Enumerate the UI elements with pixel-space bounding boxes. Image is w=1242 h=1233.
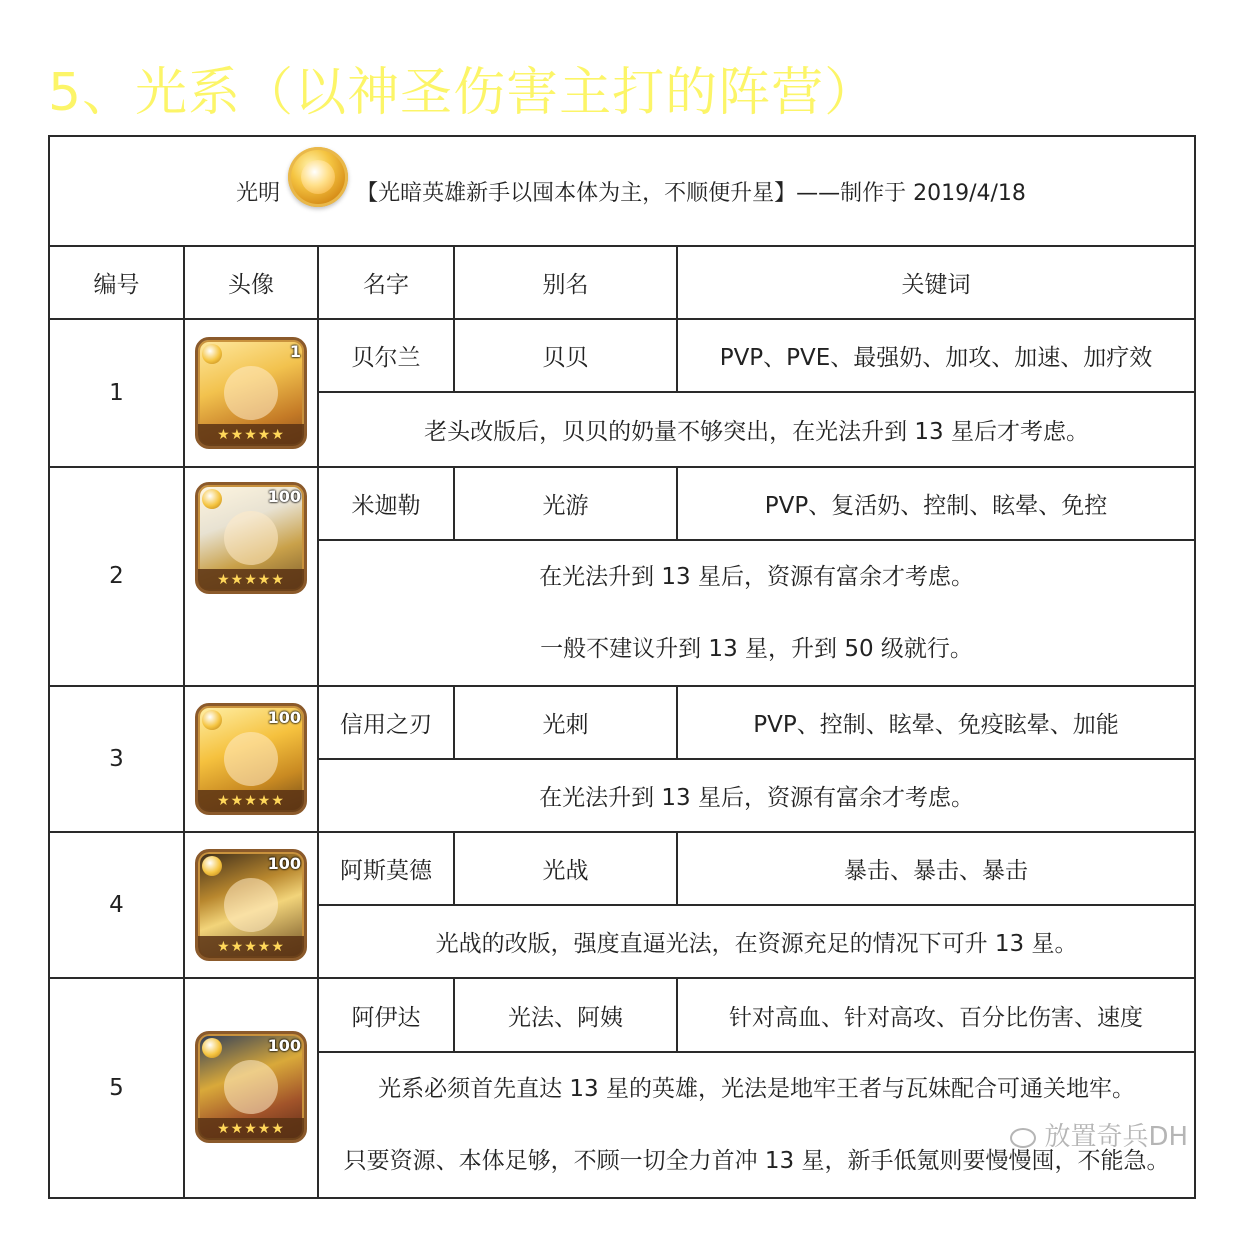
hero-note: 光系必须首先直达 13 星的英雄，光法是地牢王者与瓦妹配合可通关地牢。 [378, 1075, 1135, 1102]
hero-id: 3 [49, 686, 184, 832]
hero-avatar-cell [184, 467, 318, 686]
hero-avatar-cell [184, 686, 318, 832]
col-header-keywords: 关键词 [677, 246, 1195, 319]
hero-level-badge: 100 [267, 1036, 301, 1056]
hero-note: 只要资源、本体足够，不顾一切全力首冲 13 星，新手低氪则要慢慢囤，不能急。 [343, 1147, 1170, 1174]
hero-note: 在光法升到 13 星后，资源有富余才考虑。 [318, 759, 1195, 832]
hero-avatar [195, 1031, 307, 1143]
hero-name: 阿斯莫德 [318, 832, 454, 905]
hero-alias: 光游 [454, 467, 677, 540]
table-banner [49, 136, 1195, 246]
banner-note: 【光暗英雄新手以囤本体为主，不顺便升星】——制作于 2019/4/18 [356, 180, 1026, 206]
hero-level-badge: 1 [289, 341, 301, 361]
hero-alias: 光战 [454, 832, 677, 905]
table-row [49, 832, 1195, 905]
col-header-id: 编号 [49, 246, 184, 319]
hero-avatar-cell [184, 832, 318, 978]
watermark [1010, 1101, 1188, 1173]
hero-alias: 光法、阿姨 [454, 978, 677, 1051]
hero-note: 光战的改版，强度直逼光法，在资源充足的情况下可升 13 星。 [318, 905, 1195, 978]
hero-name: 阿伊达 [318, 978, 454, 1051]
hero-name: 米迦勒 [318, 467, 454, 540]
hero-note-cell [318, 1052, 1195, 1198]
hero-note: 一般不建议升到 13 星，升到 50 级就行。 [540, 635, 973, 662]
hero-table [48, 135, 1196, 1199]
col-header-alias: 别名 [454, 246, 677, 319]
hero-avatar [195, 703, 307, 815]
hero-name: 贝尔兰 [318, 319, 454, 392]
page-heading: 5、光系（以神圣伤害主打的阵营） [48, 63, 878, 123]
hero-alias: 光刺 [454, 686, 677, 759]
star-rating: ★★★★★ [198, 936, 304, 958]
hero-avatar [195, 337, 307, 449]
hero-keywords: 针对高血、针对高攻、百分比伤害、速度 [677, 978, 1195, 1051]
hero-note: 老头改版后，贝贝的奶量不够突出，在光法升到 13 星后才考虑。 [318, 392, 1195, 466]
hero-note-cell [318, 540, 1195, 686]
hero-name: 信用之刃 [318, 686, 454, 759]
faction-label: 光明 [236, 180, 281, 206]
hero-alias: 贝贝 [454, 319, 677, 392]
hero-keywords: PVP、PVE、最强奶、加攻、加速、加疗效 [677, 319, 1195, 392]
hero-avatar-cell [184, 319, 318, 466]
hero-id: 4 [49, 832, 184, 978]
star-rating: ★★★★★ [198, 1118, 304, 1140]
star-rating: ★★★★★ [198, 424, 304, 446]
watermark-text: 放置奇兵DH [1044, 1122, 1189, 1152]
table-row [49, 686, 1195, 759]
hero-level-badge: 100 [267, 486, 301, 506]
table-row [49, 467, 1195, 540]
col-header-avatar: 头像 [184, 246, 318, 319]
hero-note: 在光法升到 13 星后，资源有富余才考虑。 [539, 563, 974, 590]
hero-avatar [195, 482, 307, 594]
hero-id: 5 [49, 978, 184, 1198]
star-rating: ★★★★★ [198, 790, 304, 812]
light-faction-icon [288, 147, 348, 207]
hero-avatar [195, 849, 307, 961]
header-row [49, 246, 1195, 319]
table-row [49, 319, 1195, 392]
hero-id: 1 [49, 319, 184, 466]
star-rating: ★★★★★ [198, 569, 304, 591]
hero-level-badge: 100 [267, 854, 301, 874]
hero-keywords: PVP、控制、眩晕、免疫眩晕、加能 [677, 686, 1195, 759]
wechat-icon [1010, 1128, 1036, 1148]
hero-avatar-cell [184, 978, 318, 1198]
hero-level-badge: 100 [267, 708, 301, 728]
col-header-name: 名字 [318, 246, 454, 319]
hero-keywords: 暴击、暴击、暴击 [677, 832, 1195, 905]
hero-id: 2 [49, 467, 184, 686]
hero-keywords: PVP、复活奶、控制、眩晕、免控 [677, 467, 1195, 540]
table-row [49, 978, 1195, 1051]
